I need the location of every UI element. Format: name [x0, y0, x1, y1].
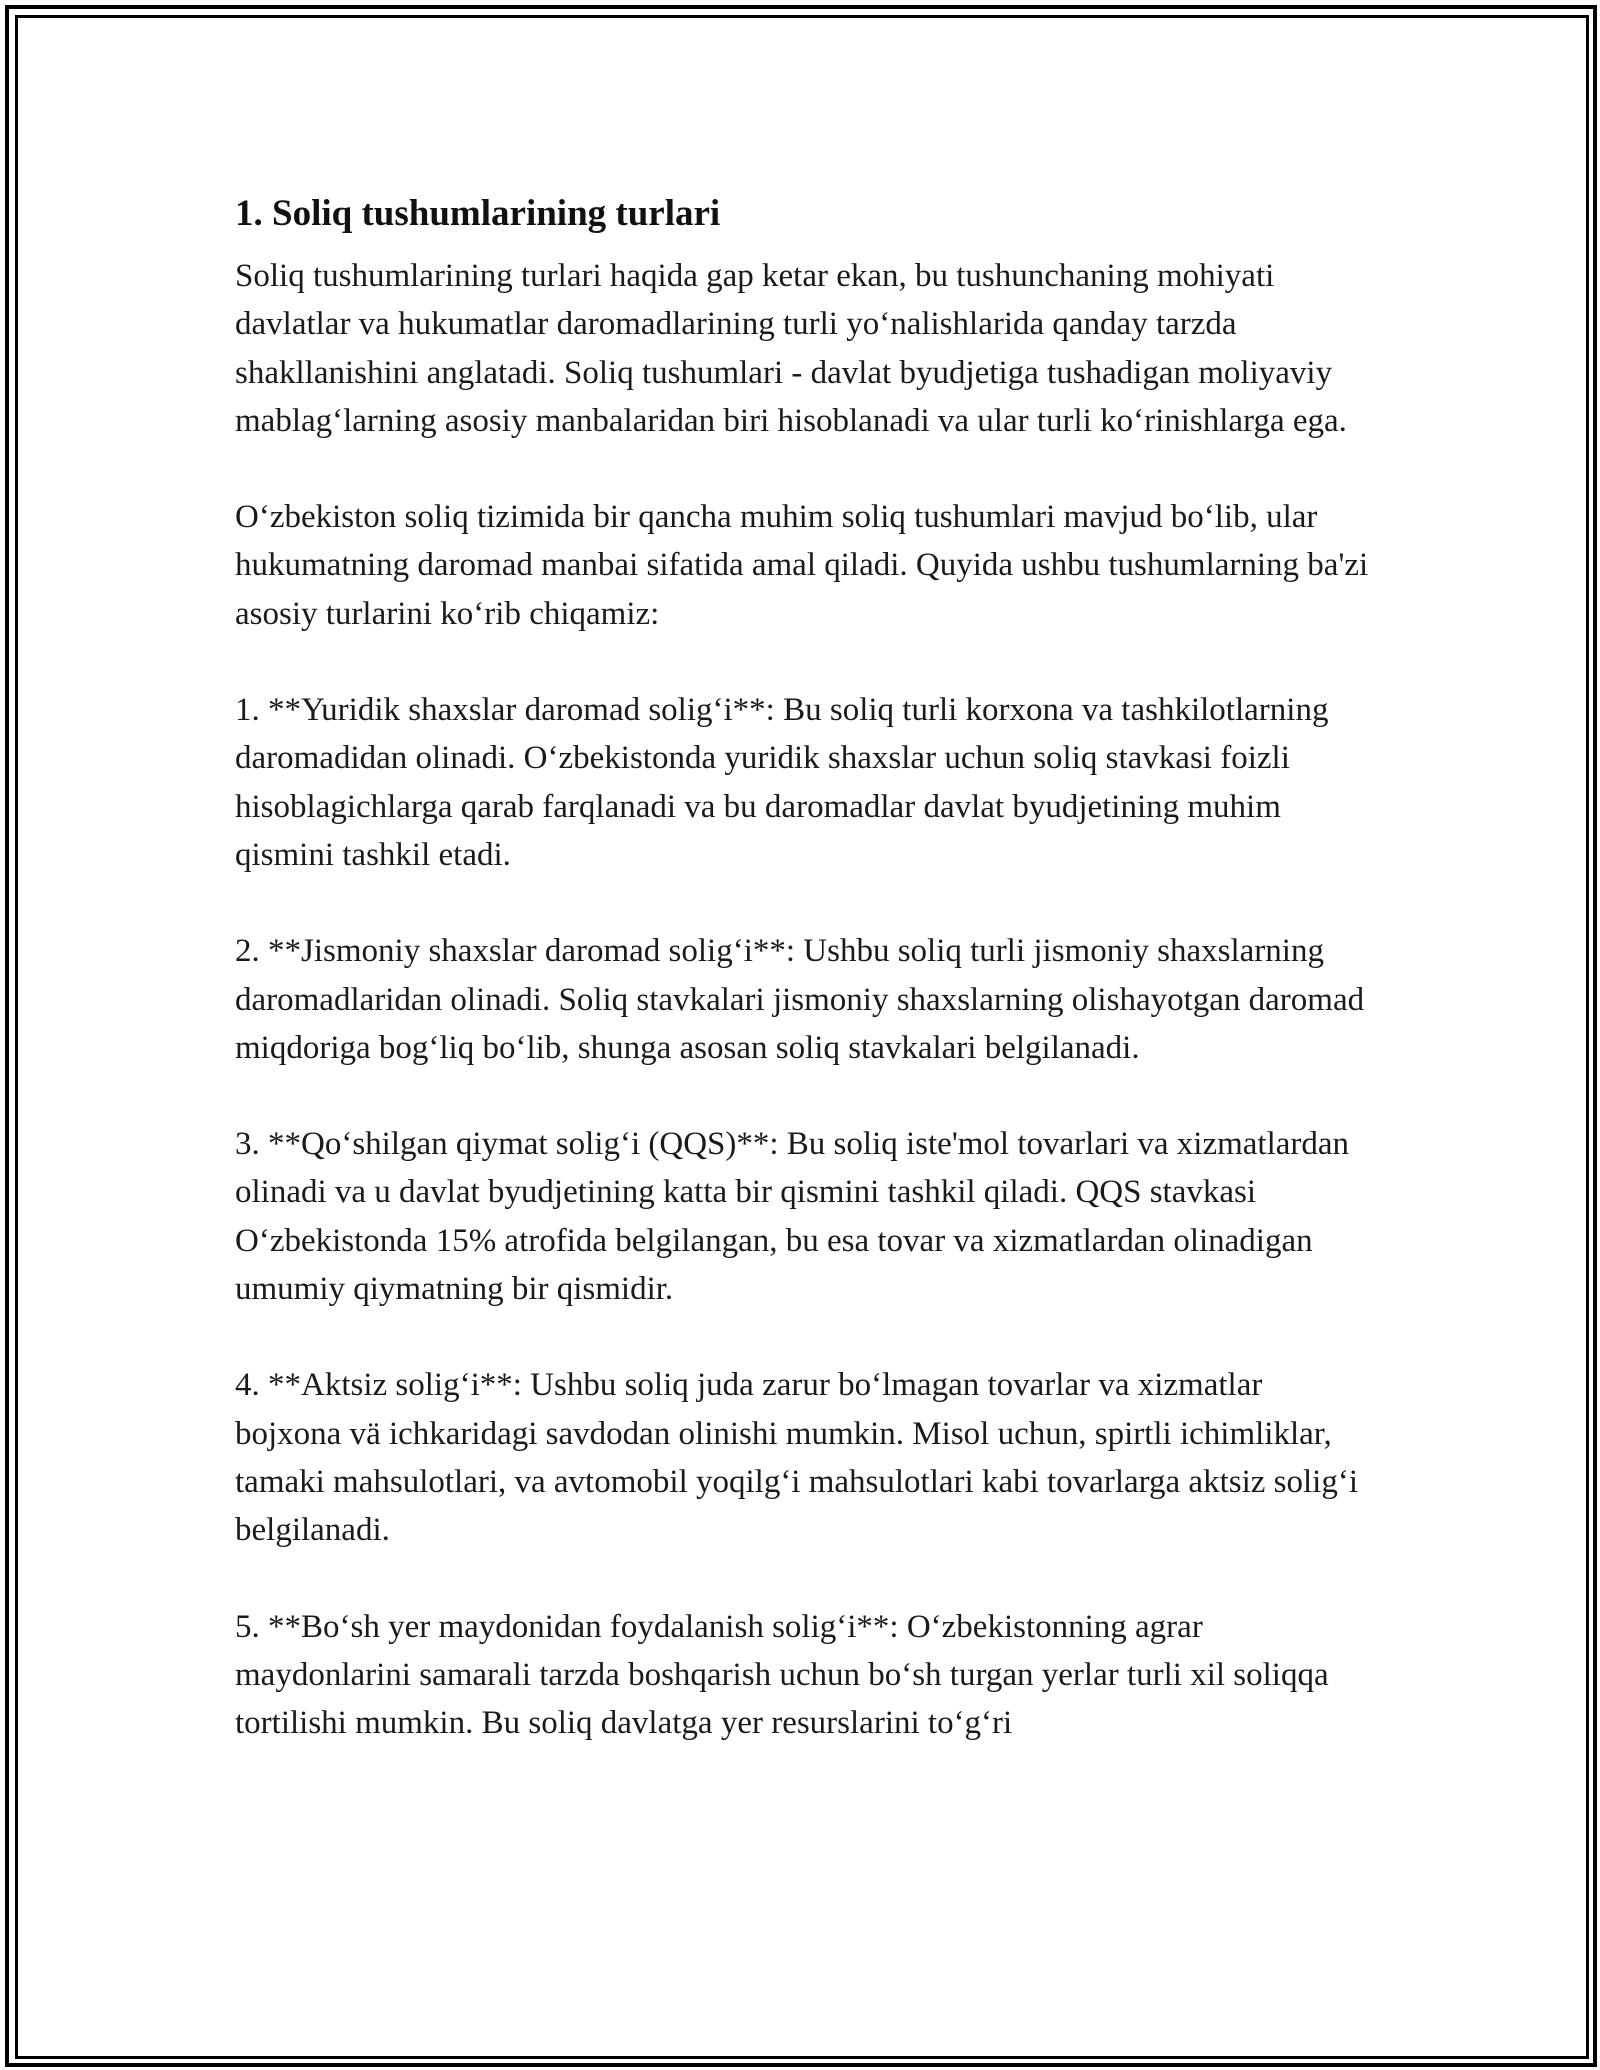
list-item-land-tax: 5. **Bo‘sh yer maydonidan foydalanish solig‘i**: O‘zbekistonning agrar maydonlarini samarali tarzda boshqarish uchun bo‘sh turgan yerlar turli xil soliqqa tortilishi mumkin. Bu soliq davlatga yer resurslarini to‘g‘ri	[235, 1608, 1329, 1742]
list-item-vat: 3. **Qo‘shilgan qiymat solig‘i (QQS)**: Bu soliq iste'mol tovarlari va xizmatlardan olinadi va u davlat byudjetining katta bir qismini tashkil qiladi. QQS stavkasi O‘zbekistonda 15% atrofida belgilangan, bu esa tovar va xizmatlardan olinadigan umumiy qiymatning bir qismidir.	[235, 1126, 1350, 1308]
list-item-excise-tax: 4. **Aktsiz solig‘i**: Ushbu soliq juda zarur bo‘lmagan tovarlar va xizmatlar bojxona vä ichkaridagi savdodan olinishi mumkin. Misol uchun, spirtli ichimliklar, tamaki mahsulotlari, va avtomobil yoqilg‘i mahsulotlari kabi tovarlarga aktsiz solig‘i belgilanadi.	[235, 1367, 1358, 1549]
paragraph-intro: Soliq tushumlarining turlari haqida gap ketar ekan, bu tushunchaning mohiyati davlatlar va hukumatlar daromadlarining turli yo‘nalishlarida qanday tarzda shakllanishini anglatadi. Soliq tushumlari - davlat byudjetiga tushadigan moliyaviy mablag‘larning asosiy manbalaridan biri hisoblanadi va ular turli ko‘rinishlarga ega.	[235, 258, 1347, 439]
section-heading: 1. Soliq tushumlarining turlari	[235, 193, 721, 234]
paragraph-overview: O‘zbekiston soliq tizimida bir qancha muhim soliq tushumlari mavjud bo‘lib, ular hukumatning daromad manbai sifatida amal qiladi. Quyida ushbu tushumlarning ba'zi asosiy turlarini ko‘rib chiqamiz:	[235, 499, 1369, 632]
list-item-corporate-income-tax: 1. **Yuridik shaxslar daromad solig‘i**: Bu soliq turli korxona va tashkilotlarning daromadidan olinadi. O‘zbekistonda yuridik shaxslar uchun soliq stavkasi foizli hisoblagichlarga qarab farqlanadi va bu daromadlar davlat byudjetining muhim qismini tashkil etadi.	[235, 692, 1329, 873]
document-body	[235, 186, 1375, 1795]
list-item-personal-income-tax: 2. **Jismoniy shaxslar daromad solig‘i**: Ushbu soliq turli jismoniy shaxslarning daromadlaridan olinadi. Soliq stavkalari jismoniy shaxslarning olishayotgan daromad miqdoriga bog‘liq bo‘lib, shunga asosan soliq stavkalari belgilanadi.	[235, 933, 1365, 1066]
